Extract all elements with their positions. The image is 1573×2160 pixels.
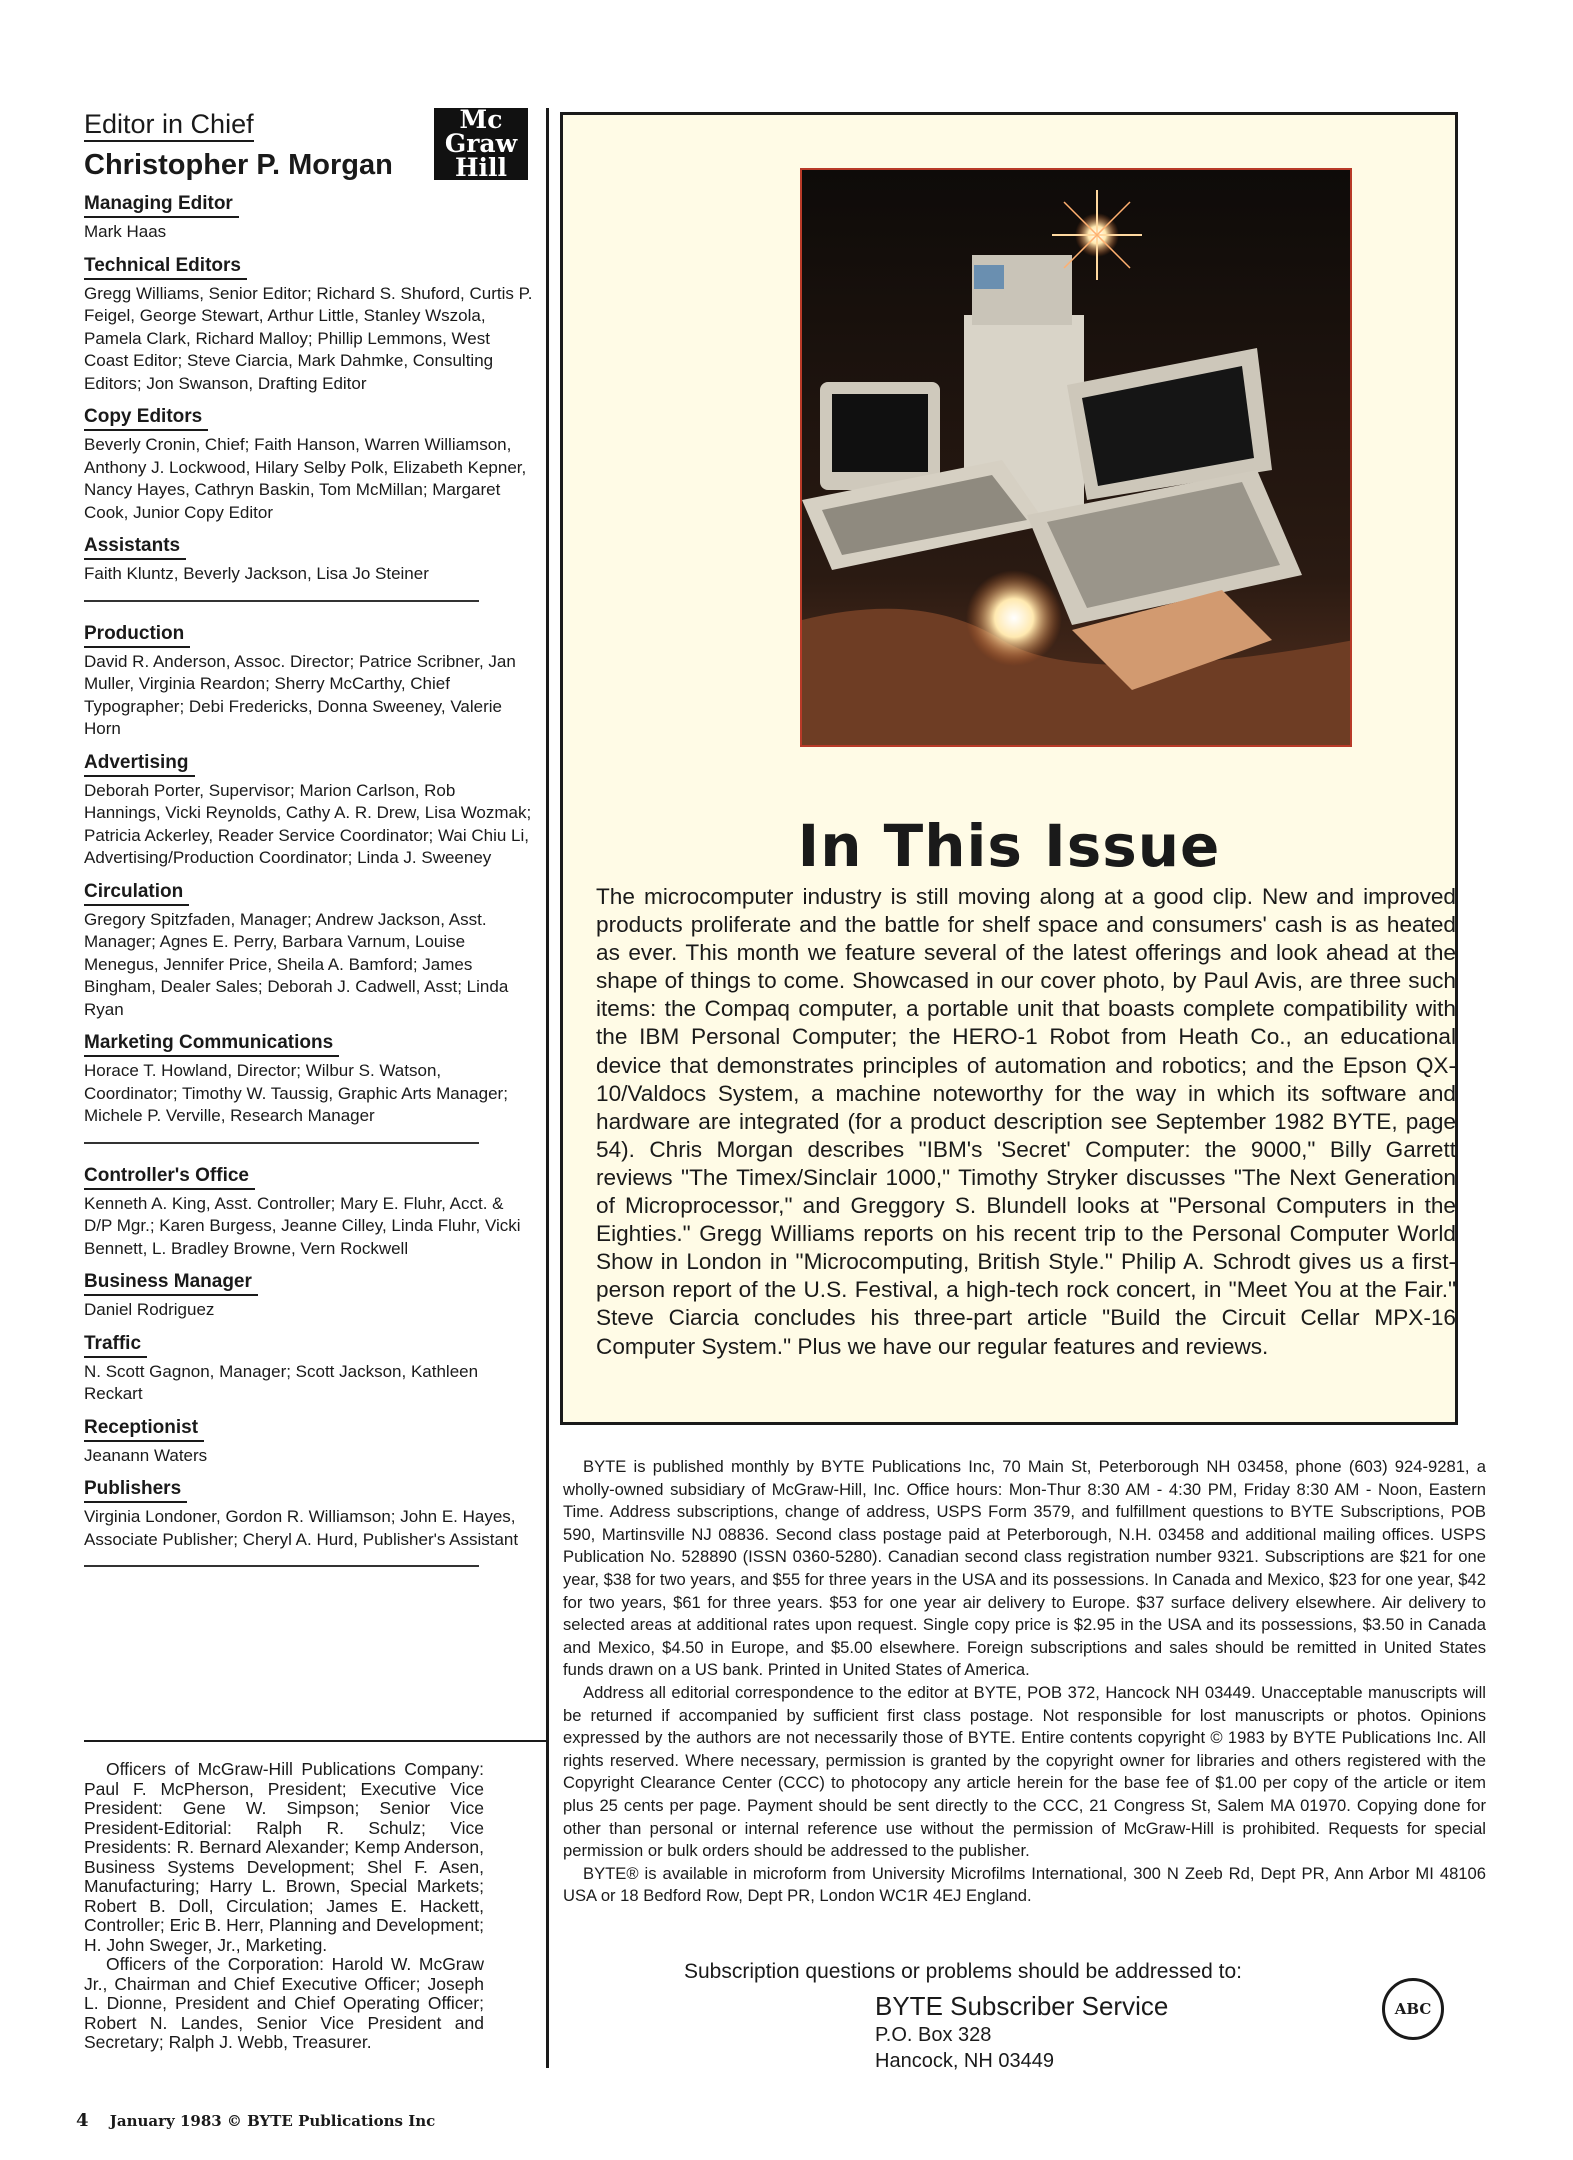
- masthead-section: [84, 1164, 534, 1261]
- issue-line: January 1983 © BYTE Publications Inc: [109, 2112, 436, 2130]
- officers-divider: [84, 1740, 548, 1742]
- masthead-section: [84, 192, 534, 244]
- section-body: Deborah Porter, Supervisor; Marion Carlson, Rob Hannings, Vicki Reynolds, Cathy A. R. Drew, Lisa Wozmak; Patricia Ackerley, Reader Service Coordinator; Wai Chiu Li, Advertising/Production Coordinator; Linda J. Sweeney: [84, 780, 532, 867]
- feature-body: The microcomputer industry is still moving along at a good clip. New and improved products proliferate and the battle for shelf space and consumers' cash is as heated as ever. This month we feature several of the latest offerings and look ahead at the shape of things to come. Showcased in our cover photo, by Paul Avis, are three such items: the Compaq computer, a portable unit that boasts complete compatibility with the IBM Personal Computer; the HERO-1 Robot from Heath Co., an educational device that demonstrates principles of automation and robotics; and the Epson QX-10/Valdocs System, a machine noteworthy for the way in which its software and hardware are integrated (for a product description see September 1982 BYTE, page 54). Chris Morgan describes "IBM's 'Secret' Computer: the 9000," Billy Garrett reviews "The Timex/Sinclair 1000," Timothy Stryker discusses "The Next Generation of Microprocessor," and Greggory S. Blundell looks at "Personal Computers in the Eighties." Gregg Williams reports on his recent trip to the Personal Computer World Show in London in "Microcomputing, British Style." Philip A. Schrodt gives us a first-person report of the U.S. Festival, a high-tech rock concert, in "Meet You at the Fair." Steve Ciarcia concludes his three-part article "Build the Circuit Cellar MPX-16 Computer System." Plus we have our regular features and reviews.: [596, 884, 1456, 1359]
- masthead-section: [84, 622, 534, 741]
- section-body: Kenneth A. King, Asst. Controller; Mary E. Fluhr, Acct. & D/P Mgr.; Karen Burgess, Jeanne Cilley, Linda Fluhr, Vicki Bennett, L. Bradley Browne, Vern Rockwell: [84, 1193, 521, 1258]
- masthead-section: [84, 1270, 534, 1322]
- section-title: Traffic: [84, 1332, 147, 1358]
- section-title: Controller's Office: [84, 1164, 255, 1190]
- officers-paragraph: Officers of the Corporation: Harold W. McGraw Jr., Chairman and Chief Executive Officer; Joseph L. Dionne, President and Chief Operating Officer; Robert N. Landes, Senior Vice President and Secretary; Ralph J. Webb, Treasurer.: [84, 1954, 484, 2052]
- column-divider: [546, 108, 549, 2068]
- section-title: Circulation: [84, 880, 189, 906]
- subscriber-service-name: BYTE Subscriber Service: [875, 1991, 1169, 2021]
- masthead-section: [84, 534, 534, 586]
- section-body: Horace T. Howland, Director; Wilbur S. Watson, Coordinator; Timothy W. Taussig, Graphic Arts Manager; Michele P. Verville, Research Manager: [84, 1061, 508, 1125]
- page-number: 4: [76, 2110, 89, 2131]
- section-body: Beverly Cronin, Chief; Faith Hanson, Warren Williamson, Anthony J. Lockwood, Hilary Selby Polk, Elizabeth Kepner, Nancy Hayes, Cathryn Baskin, Tom McMillan; Margaret Cook, Junior Copy Editor: [84, 435, 527, 522]
- feature-title: In This Issue: [797, 812, 1221, 880]
- section-title: Advertising: [84, 751, 195, 777]
- abc-seal-icon: ABC: [1382, 1978, 1444, 2040]
- masthead-section: [84, 254, 534, 396]
- section-body: Gregory Spitzfaden, Manager; Andrew Jackson, Asst. Manager; Agnes E. Perry, Barbara Varnum, Louise Menegus, Jennifer Price, Sheila A. Bamford; James Bingham, Dealer Sales; Deborah J. Cadwell, Asst; Linda Ryan: [84, 909, 509, 1019]
- publication-paragraph: BYTE® is available in microform from University Microfilms International, 300 N Zeeb Rd, Dept PR, Ann Arbor MI 48106 USA or 18 Bedford Row, Dept PR, London WC1R 4EJ England.: [563, 1863, 1486, 1906]
- masthead-section: [84, 751, 534, 870]
- logo-line: Hill: [454, 153, 508, 182]
- section-title: Assistants: [84, 534, 186, 560]
- section-body: Gregg Williams, Senior Editor; Richard S. Shuford, Curtis P. Feigel, George Stewart, Arthur Little, Stanley Wszola, Pamela Clark, Richard Malloy; Phillip Lemmons, West Coast Editor; Steve Ciarcia, Mark Dahmke, Consulting Editors; Jon Swanson, Drafting Editor: [84, 283, 533, 393]
- section-title: Copy Editors: [84, 405, 208, 431]
- section-body: Virginia Londoner, Gordon R. Williamson; John E. Hayes, Associate Publisher; Cheryl A. Hurd, Publisher's Assistant: [84, 1507, 519, 1549]
- section-body: Daniel Rodriguez: [84, 1300, 215, 1319]
- cover-photo: [800, 168, 1352, 747]
- section-divider: [84, 600, 479, 602]
- masthead-section: [84, 1332, 534, 1406]
- masthead-section: [84, 880, 534, 1022]
- masthead-section: [84, 405, 534, 524]
- section-body: Faith Kluntz, Beverly Jackson, Lisa Jo Steiner: [84, 564, 429, 583]
- editor-in-chief-label: Editor in Chief: [84, 108, 254, 142]
- publication-info: [563, 1456, 1486, 1908]
- subscription-heading: Subscription questions or problems should be addressed to:: [684, 1960, 1242, 1983]
- publication-paragraph: BYTE is published monthly by BYTE Publications Inc, 70 Main St, Peterborough NH 03458, phone (603) 924-9281, a wholly-owned subsidiary of McGraw-Hill, Inc. Office hours: Mon-Thur 8:30 AM - 4:30 PM, Friday 8:30 AM - Noon, Eastern Time. Address subscriptions, change of address, USPS Form 3579, and fulfillment questions to BYTE Subscriptions, POB 590, Martinsville NJ 08836. Second class postage paid at Peterborough, N.H. 03458 and additional mailing offices. USPS Publication No. 528890 (ISSN 0360-5280). Canadian second class registration number 9321. Subscriptions are $21 for one year, $38 for two years, and $55 for three years in the USA and its possessions. In Canada and Mexico, $23 for one year, $42 for two years, $61 for three years. $53 for one year air delivery to Europe. $37 surface delivery elsewhere. Air delivery to selected areas at additional rates upon request. Single copy price is $2.95 in the USA and its possessions, $3.50 in Canada and Mexico, $4.50 in Europe, and $5.00 elsewhere. Foreign subscriptions and sales should be remitted in United States funds drawn on a US bank. Printed in United States of America.: [563, 1457, 1486, 1680]
- section-title: Marketing Communications: [84, 1031, 339, 1057]
- logo-line: Graw: [444, 129, 518, 158]
- section-body: N. Scott Gagnon, Manager; Scott Jackson, Kathleen Reckart: [84, 1361, 479, 1403]
- publication-paragraph: Address all editorial correspondence to the editor at BYTE, POB 372, Hancock NH 03449. Unacceptable manuscripts will be returned if accompanied by sufficient first class postage. Not responsible for lost manuscripts or photos. Opinions expressed by the authors are not necessarily those of BYTE. Entire contents copyright © 1983 by BYTE Publications Inc. All rights reserved. Where necessary, permission is granted by the copyright owner for libraries and others registered with the Copyright Clearance Center (CCC) to photocopy any article herein for the base fee of $1.00 per copy of the article or item plus 25 cents per page. Payment should be sent directly to the CCC, 21 Congress St, Salem MA 01970. Copying done for other than personal or internal reference use without the permission of McGraw-Hill is prohibited. Requests for special permission or bulk orders should be addressed to the publisher.: [563, 1682, 1486, 1861]
- masthead-section: [84, 1031, 534, 1128]
- mcgraw-hill-logo: [434, 105, 528, 182]
- page-footer: [76, 2110, 435, 2131]
- section-title: Business Manager: [84, 1270, 258, 1296]
- address-line: Hancock, NH 03449: [875, 2050, 1054, 2072]
- masthead-section: [84, 1416, 534, 1468]
- officers-paragraph: Officers of McGraw-Hill Publications Company: Paul F. McPherson, President; Executive Vice President: Gene W. Simpson; Senior Vice President-Editorial: Ralph R. Schulz; Vice Presidents: R. Bernard Alexander; Kemp Anderson, Business Systems Development; Shel F. Asen, Manufacturing; Harry L. Brown, Special Markets; Robert B. Doll, Circulation; James E. Hackett, Controller; Eric B. Herr, Planning and Development; H. John Sweger, Jr., Marketing.: [84, 1759, 484, 1955]
- section-body: Jeanann Waters: [84, 1445, 208, 1465]
- section-divider: [84, 1565, 479, 1567]
- section-title: Production: [84, 622, 190, 648]
- masthead: [84, 105, 534, 1587]
- section-title: Receptionist: [84, 1416, 204, 1442]
- section-body: Mark Haas: [84, 222, 167, 241]
- address-line: P.O. Box 328: [875, 2024, 992, 2046]
- logo-line: Mc: [459, 105, 503, 134]
- section-title: Managing Editor: [84, 192, 239, 218]
- masthead-section: [84, 1477, 534, 1551]
- section-title: Technical Editors: [84, 254, 247, 280]
- officers-block: [84, 1760, 484, 2053]
- section-divider: [84, 1142, 479, 1144]
- cover-photo-illustration: [802, 170, 1352, 747]
- section-body: David R. Anderson, Assoc. Director; Patrice Scribner, Jan Muller, Virginia Reardon; Sherry McCarthy, Chief Typographer; Debi Fredericks, Donna Sweeney, Valerie Horn: [84, 651, 516, 738]
- section-title: Publishers: [84, 1477, 187, 1503]
- subscriber-service-address: [875, 2022, 1054, 2074]
- editor-in-chief-name: Christopher P. Morgan: [84, 149, 393, 181]
